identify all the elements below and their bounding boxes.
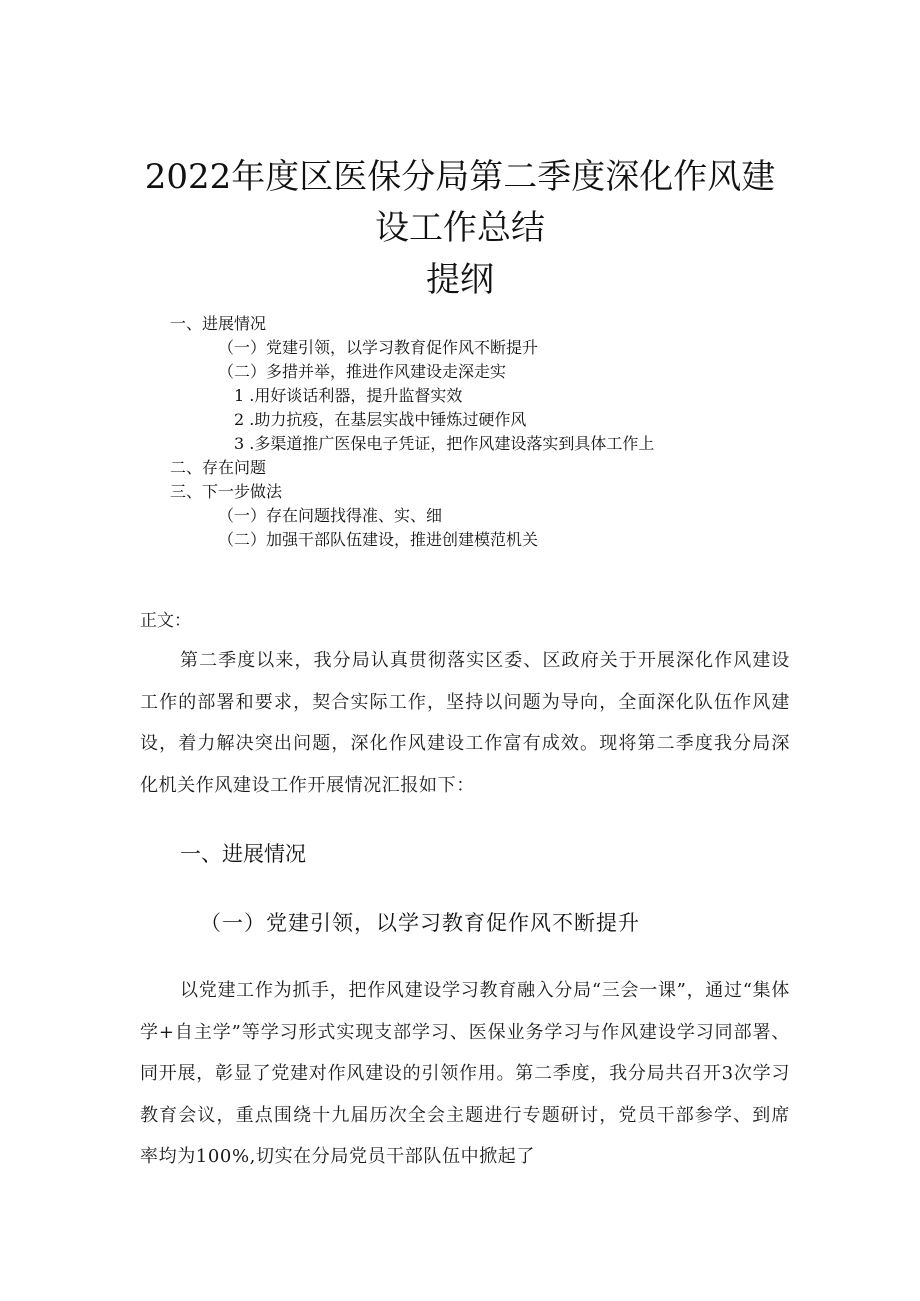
document-title-line-1: 2022年度区医保分局第二季度深化作风建: [144, 157, 776, 197]
outline-item-1-sub-2-3: 3 .多渠道推广医保电子凭证，把作风建设落实到具体工作上: [234, 434, 655, 453]
outline-item-1-sub-2: （二）多措并举，推进作风建设走深走实: [218, 362, 507, 381]
outline-item-1-sub-1: （一）党建引领，以学习教育促作风不断提升: [218, 338, 539, 357]
outline-item-1-sub-2-2: 2 .助力抗疫，在基层实战中锤炼过硬作风: [234, 410, 527, 429]
outline-item-1-sub-2-1: 1 .用好谈话利器，提升监督实效: [234, 386, 463, 405]
outline-item-3-sub-2: （二）加强干部队伍建设，推进创建模范机关: [218, 530, 539, 549]
section-1-sub-1-paragraph: 以党建工作为抓手，把作风建设学习教育融入分局“三会一课”，通过“集体学+自主学”等学习形式实现支部学习、医保业务学习与作风建设学习同部署、同开展，彰显了党建对作风建设的引领作用。第二季度，我分局共召开3次学习教育会议，重点围绕十九届历次全会主题进行专题研讨，党员干部参学、到席率均为100%,切实在分局党员干部队伍中掀起了: [140, 980, 790, 1167]
document-title-line-2: 设工作总结: [375, 208, 545, 248]
outline-item-3: 三、下一步做法: [170, 482, 283, 501]
document-subtitle-outline: 提纲: [426, 260, 494, 300]
intro-paragraph: 第二季度以来，我分局认真贯彻落实区委、区政府关于开展深化作风建设工作的部署和要求，契合实际工作，坚持以问题为导向，全面深化队伍作风建设，着力解决突出问题，深化作风建设工作富有成效。现将第二季度我分局深化机关作风建设工作开展情况汇报如下：: [140, 650, 790, 796]
outline-item-2: 二、存在问题: [170, 458, 267, 477]
body-label: 正文：: [140, 611, 191, 631]
outline-item-3-sub-1: （一）存在问题找得准、实、细: [218, 506, 443, 525]
section-1-sub-1-heading: （一）党建引领，以学习教育促作风不断提升: [200, 911, 640, 935]
outline-item-1: 一、进展情况: [170, 314, 267, 333]
section-1-heading: 一、进展情况: [180, 842, 306, 866]
